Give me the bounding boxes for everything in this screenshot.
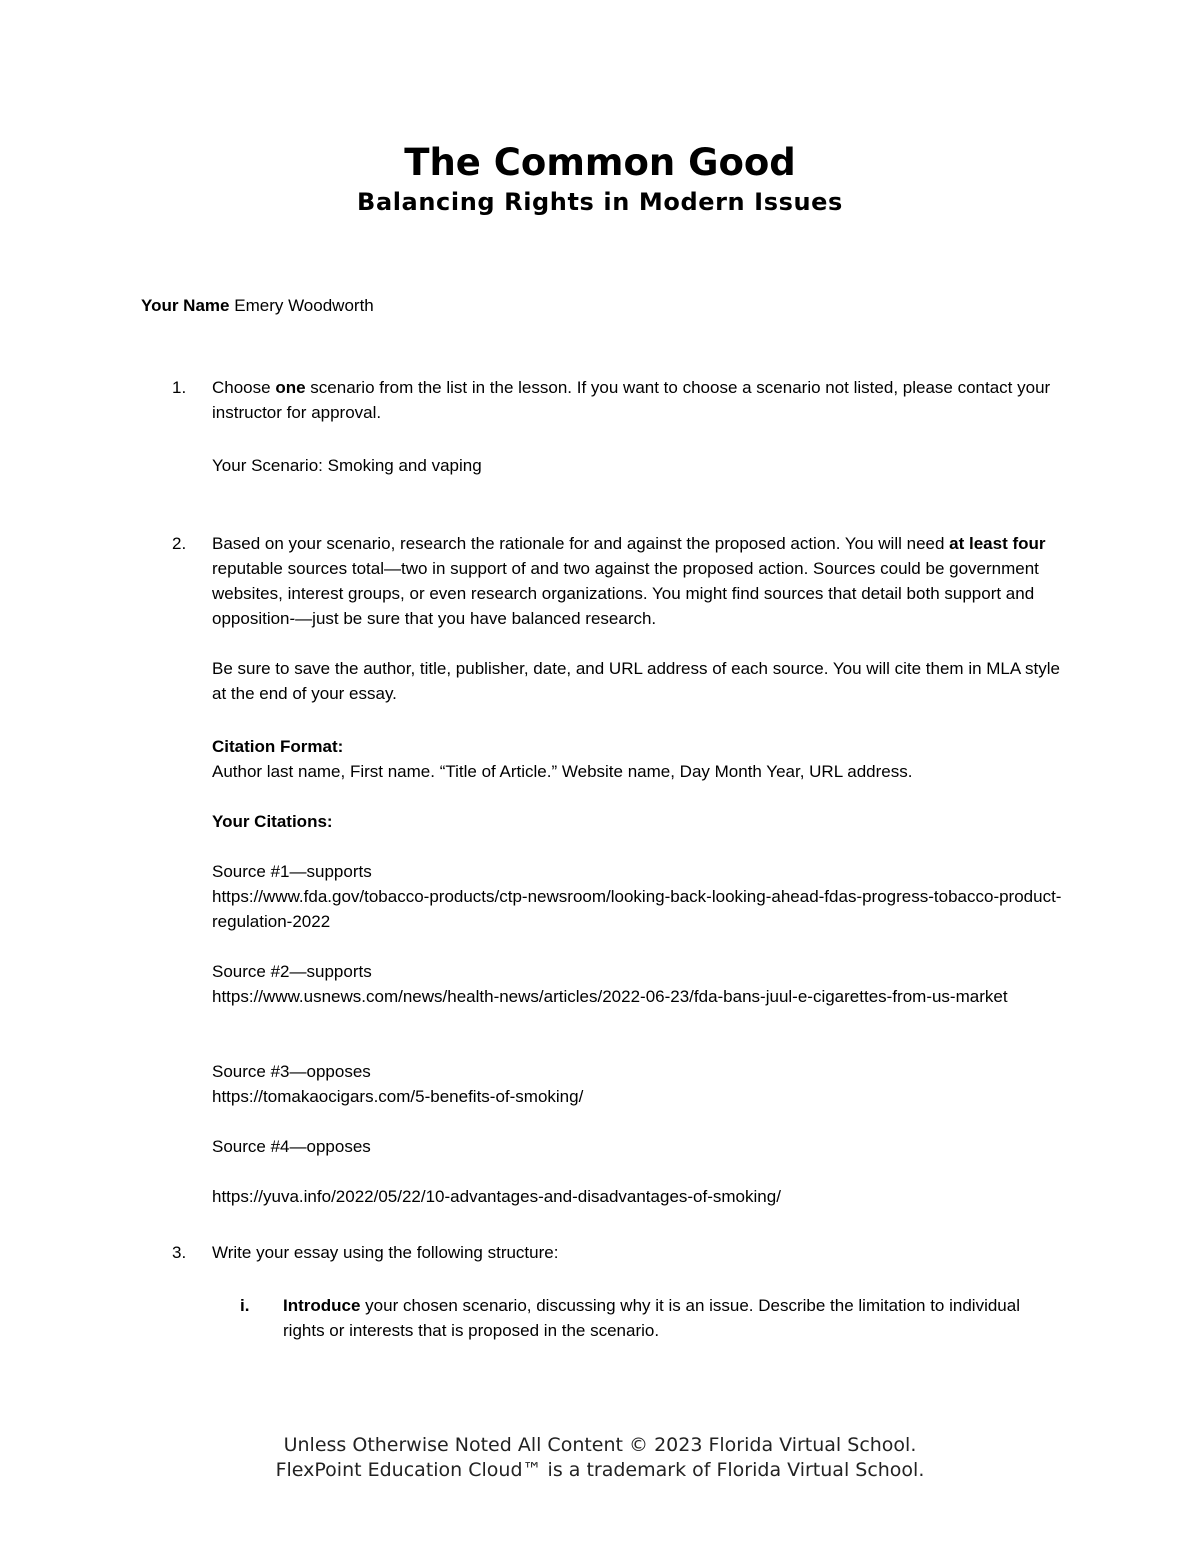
question-2-paragraph-2: Be sure to save the author, title, publisher, date, and URL address of each source. You will cite them in MLA style at the end of your essay. <box>212 659 1060 703</box>
citation-format <box>212 734 1062 784</box>
source-4-label: Source #4—opposes <box>212 1137 371 1156</box>
q2-p1-suffix: reputable sources total—two in support of and two against the proposed action. Sources could be government websites, interest groups, or even research organizations. You might find sources that detail both support and opposition-—just be sure that you have balanced research. <box>212 559 1039 628</box>
question-3-text: Write your essay using the following structure: <box>212 1243 559 1262</box>
page-title: The Common Good <box>404 141 796 184</box>
question-1-text <box>212 375 1062 425</box>
source-4 <box>212 1134 1062 1209</box>
q2-p1-bold: at least four <box>949 534 1046 553</box>
item-i-bold: Introduce <box>283 1296 361 1315</box>
student-name-label: Your Name <box>141 296 230 315</box>
source-2 <box>212 959 1062 1009</box>
item-i-text <box>283 1293 1043 1343</box>
q1-suffix: scenario from the list in the lesson. If you want to choose a scenario not listed, please contact your instructor for approval. <box>212 378 1051 422</box>
source-3-url: https://tomakaocigars.com/5-benefits-of-smoking/ <box>212 1087 584 1106</box>
scenario-label: Your Scenario: <box>212 456 323 475</box>
student-name-value: Emery Woodworth <box>234 296 374 315</box>
question-2-number: 2. <box>172 534 187 553</box>
student-name-line <box>141 294 374 318</box>
citation-format-label: Citation Format: <box>212 737 344 756</box>
citation-format-text: Author last name, First name. “Title of Article.” Website name, Day Month Year, URL address. <box>212 762 913 781</box>
footer-line-1: Unless Otherwise Noted All Content © 2023 Florida Virtual School. <box>283 1434 917 1456</box>
page-footer <box>0 1433 1200 1483</box>
question-2-paragraph-1 <box>212 531 1062 631</box>
q1-bold: one <box>275 378 306 397</box>
scenario-value: Smoking and vaping <box>322 456 482 475</box>
source-3 <box>212 1059 1062 1109</box>
page-subtitle: Balancing Rights in Modern Issues <box>357 188 843 216</box>
question-1-number: 1. <box>172 378 187 397</box>
source-1-url: https://www.fda.gov/tobacco-products/ctp-newsroom/looking-back-looking-ahead-fdas-progress-tobacco-product-regulation-2022 <box>212 887 1062 931</box>
source-1 <box>212 859 1062 934</box>
source-4-url: https://yuva.info/2022/05/22/10-advantages-and-disadvantages-of-smoking/ <box>212 1187 781 1206</box>
item-i-rest: your chosen scenario, discussing why it is an issue. Describe the limitation to individual rights or interests that is proposed in the scenario. <box>283 1296 1020 1340</box>
citations-heading <box>212 809 1062 834</box>
q1-prefix: Choose <box>212 378 276 397</box>
footer-line-2: FlexPoint Education Cloud™ is a trademark of Florida Virtual School. <box>275 1459 925 1481</box>
source-3-label: Source #3—opposes <box>212 1062 371 1081</box>
q2-p1-prefix: Based on your scenario, research the rationale for and against the proposed action. You will need <box>212 534 950 553</box>
source-2-label: Source #2—supports <box>212 962 372 981</box>
source-2-url: https://www.usnews.com/news/health-news/articles/2022-06-23/fda-bans-juul-e-cigarettes-from-us-market <box>212 987 1008 1006</box>
citations-label: Your Citations: <box>212 812 333 831</box>
item-i-numeral: i. <box>240 1296 250 1315</box>
question-3-number: 3. <box>172 1243 187 1262</box>
scenario-line <box>212 453 1062 478</box>
source-1-label: Source #1—supports <box>212 862 372 881</box>
